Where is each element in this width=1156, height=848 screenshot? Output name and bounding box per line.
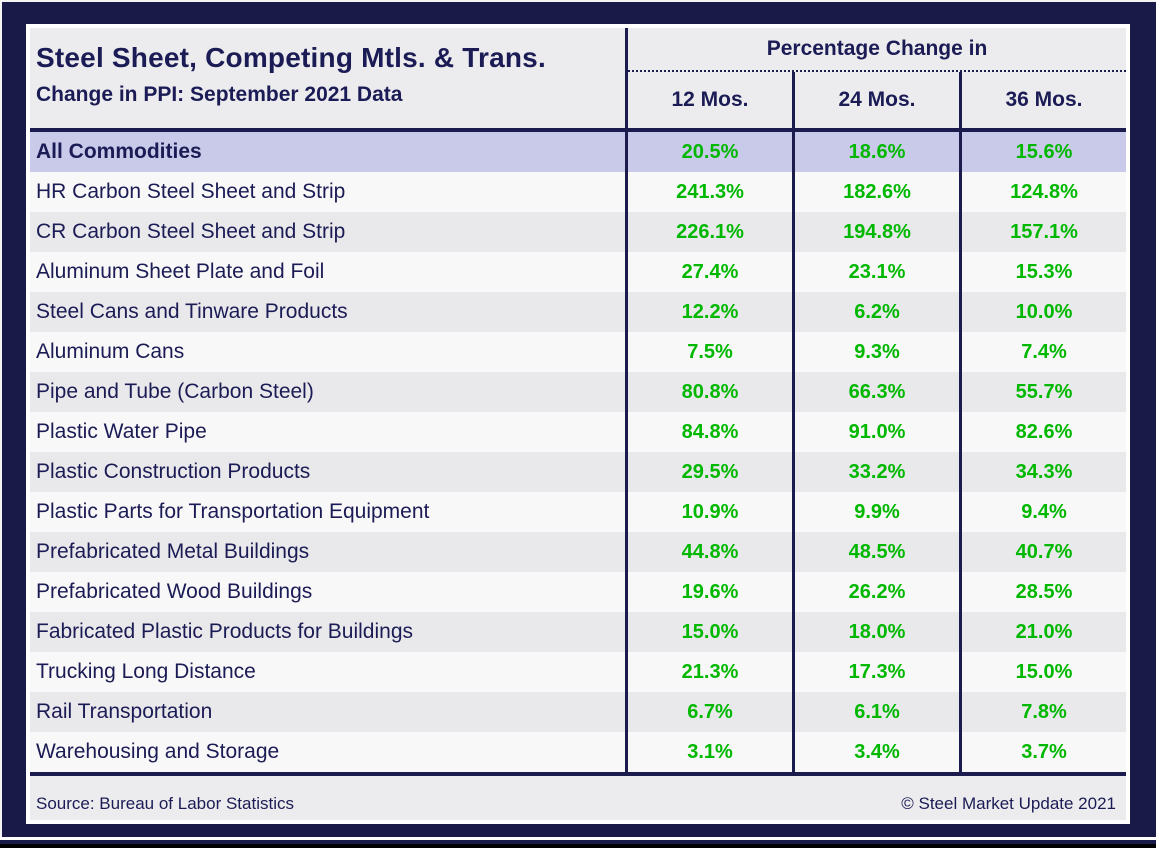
table-row	[30, 652, 1126, 692]
column-group-label: Percentage Change in	[628, 28, 1126, 72]
value-cell: 226.1%	[676, 220, 744, 243]
value-cell: 12.2%	[681, 300, 739, 323]
title-block	[30, 28, 628, 128]
value-cell: 40.7%	[1015, 540, 1073, 563]
value-cell: 6.7%	[687, 700, 733, 723]
table-row	[30, 492, 1126, 532]
table-row	[30, 732, 1126, 772]
value-cell: 21.0%	[1015, 620, 1073, 643]
value-cell: 241.3%	[676, 180, 744, 203]
column-headers	[628, 72, 1126, 128]
row-label: Steel Cans and Tinware Products	[30, 292, 628, 332]
window-bottom-black-strip	[0, 844, 1156, 848]
value-cell: 6.2%	[792, 292, 962, 332]
value-cell: 17.3%	[792, 652, 962, 692]
value-cell: 48.5%	[792, 532, 962, 572]
value-cell: 82.6%	[1015, 420, 1073, 443]
value-cell: 66.3%	[792, 372, 962, 412]
value-cell: 19.6%	[681, 580, 739, 603]
value-cell: 10.9%	[681, 500, 739, 523]
row-label: Warehousing and Storage	[30, 732, 628, 772]
value-cell: 29.5%	[681, 460, 739, 483]
copyright-label: © Steel Market Update 2021	[901, 794, 1116, 813]
value-cell: 21.3%	[681, 660, 739, 683]
value-cell: 7.4%	[1021, 340, 1067, 363]
window-top-edge-line	[0, 0, 1156, 2]
value-cell: 18.0%	[792, 612, 962, 652]
column-header-12-mos: 12 Mos.	[671, 88, 749, 111]
table-frame	[26, 24, 1130, 824]
window-bottom-edge-line	[0, 837, 1156, 840]
table-body	[30, 132, 1126, 772]
table-row	[30, 372, 1126, 412]
row-label: Plastic Parts for Transportation Equipment	[30, 492, 628, 532]
value-cell: 9.4%	[1021, 500, 1067, 523]
value-cell: 26.2%	[792, 572, 962, 612]
row-label: Aluminum Sheet Plate and Foil	[30, 252, 628, 292]
column-header-36-mos: 36 Mos.	[1005, 88, 1083, 111]
table-row	[30, 252, 1126, 292]
value-cell: 80.8%	[681, 380, 739, 403]
table-row	[30, 212, 1126, 252]
source-label: Source: Bureau of Labor Statistics	[36, 794, 294, 813]
value-cell: 9.9%	[792, 492, 962, 532]
value-cell: 7.5%	[687, 340, 733, 363]
value-cell: 23.1%	[792, 252, 962, 292]
table-subtitle: Change in PPI: September 2021 Data	[36, 83, 403, 106]
value-cell: 84.8%	[681, 420, 739, 443]
value-cell: 28.5%	[1015, 580, 1073, 603]
table-header	[30, 28, 1126, 128]
row-label: Plastic Water Pipe	[30, 412, 628, 452]
table-row	[30, 532, 1126, 572]
value-cell: 182.6%	[792, 172, 962, 212]
value-cell: 9.3%	[792, 332, 962, 372]
row-label: CR Carbon Steel Sheet and Strip	[30, 212, 628, 252]
window-left-edge-line	[0, 0, 2, 840]
value-cell: 3.4%	[792, 732, 962, 772]
row-label: All Commodities	[30, 132, 628, 172]
table-row	[30, 292, 1126, 332]
table-row	[30, 172, 1126, 212]
table-row	[30, 412, 1126, 452]
value-cell: 34.3%	[1015, 460, 1073, 483]
value-cell: 33.2%	[792, 452, 962, 492]
value-cell: 20.5%	[681, 140, 739, 163]
row-label: Rail Transportation	[30, 692, 628, 732]
table-row	[30, 132, 1126, 172]
value-cell: 44.8%	[681, 540, 739, 563]
value-cell: 55.7%	[1015, 380, 1073, 403]
table-row	[30, 612, 1126, 652]
row-label: Trucking Long Distance	[30, 652, 628, 692]
column-group-block	[628, 28, 1126, 128]
row-label: Prefabricated Metal Buildings	[30, 532, 628, 572]
value-cell: 7.8%	[1021, 700, 1067, 723]
table-row	[30, 572, 1126, 612]
table-row	[30, 452, 1126, 492]
value-cell: 18.6%	[792, 132, 962, 172]
table-footer	[30, 776, 1126, 820]
table-row	[30, 332, 1126, 372]
value-cell: 15.0%	[681, 620, 739, 643]
value-cell: 157.1%	[1010, 220, 1078, 243]
row-label: Prefabricated Wood Buildings	[30, 572, 628, 612]
row-label: Plastic Construction Products	[30, 452, 628, 492]
table-row	[30, 692, 1126, 732]
row-label: Fabricated Plastic Products for Buildings	[30, 612, 628, 652]
value-cell: 15.6%	[1015, 140, 1073, 163]
value-cell: 10.0%	[1015, 300, 1073, 323]
value-cell: 15.0%	[1015, 660, 1073, 683]
row-label: Aluminum Cans	[30, 332, 628, 372]
value-cell: 91.0%	[792, 412, 962, 452]
table-title: Steel Sheet, Competing Mtls. & Trans.	[36, 42, 546, 73]
value-cell: 15.3%	[1015, 260, 1073, 283]
value-cell: 27.4%	[681, 260, 739, 283]
value-cell: 3.1%	[687, 740, 733, 763]
value-cell: 124.8%	[1010, 180, 1078, 203]
row-label: HR Carbon Steel Sheet and Strip	[30, 172, 628, 212]
value-cell: 194.8%	[792, 212, 962, 252]
value-cell: 6.1%	[792, 692, 962, 732]
ppi-table-panel	[30, 28, 1126, 820]
column-header-24-mos: 24 Mos.	[792, 72, 962, 128]
row-label: Pipe and Tube (Carbon Steel)	[30, 372, 628, 412]
value-cell: 3.7%	[1021, 740, 1067, 763]
